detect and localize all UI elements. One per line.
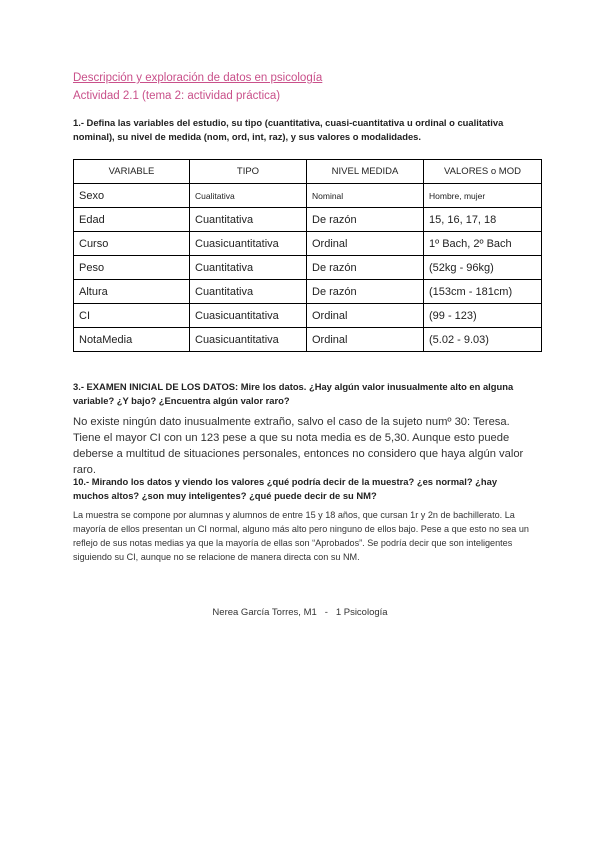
footer-separator: -	[324, 607, 328, 618]
footer-author: Nerea García Torres, M1	[212, 607, 317, 618]
table-row	[74, 232, 542, 256]
table-row	[74, 208, 542, 232]
answer-10: La muestra se compone por alumnas y alumnos de entre 15 y 18 años, que cursan 1r y 2n de bachillerato. La mayoría de ellos presentan un CI normal, alguno más alto pero ninguno de ellos bajo. Pese a que esto no sea un reflejo de sus notas medias ya que la mayoría de ellas son “Aprobados”. Se podría decir que son inteligentes siguiendo su CI, aunque no se relacione de manera directa con su NM.	[73, 510, 529, 562]
table-cell: (153cm - 181cm)	[424, 280, 542, 304]
answer-3: No existe ningún dato inusualmente extraño, salvo el caso de la sujeto numº 30: Teresa. Tiene el mayor CI con un 123 pese a que su nota media es de 5,30. Aunque esto puede deberse a multitud de situaciones personales, entonces no considero que haya algún valor raro.	[73, 416, 524, 476]
question-10: 10.- Mirando los datos y viendo los valores ¿qué podría decir de la muestra? ¿es normal? ¿hay muchos altos? ¿son muy inteligentes? ¿qué puede decir de su NM?	[73, 476, 498, 501]
table-cell: Hombre, mujer	[424, 184, 542, 208]
table-row	[74, 184, 542, 208]
table-cell: Cuasicuantitativa	[190, 232, 307, 256]
table-cell: Ordinal	[307, 232, 424, 256]
table-cell: De razón	[307, 208, 424, 232]
column-header-variable: VARIABLE	[74, 160, 190, 184]
table-cell: Cuantitativa	[190, 280, 307, 304]
table-cell: (99 - 123)	[424, 304, 542, 328]
table-cell: De razón	[307, 256, 424, 280]
table-cell: Curso	[74, 232, 190, 256]
column-header-nivel-medida: NIVEL MEDIDA	[307, 160, 424, 184]
table-cell: Cualitativa	[190, 184, 307, 208]
page-footer	[0, 607, 600, 618]
table-cell: De razón	[307, 280, 424, 304]
column-header-tipo: TIPO	[190, 160, 307, 184]
table-row	[74, 280, 542, 304]
table-cell: (52kg - 96kg)	[424, 256, 542, 280]
table-cell: Cuantitativa	[190, 256, 307, 280]
table-row	[74, 328, 542, 352]
document-title: Descripción y exploración de datos en psicología	[73, 72, 323, 84]
footer-course: 1 Psicología	[335, 607, 388, 618]
table-cell: Altura	[74, 280, 190, 304]
table-cell: Nominal	[307, 184, 424, 208]
table-cell: Peso	[74, 256, 190, 280]
table-cell: (5.02 - 9.03)	[424, 328, 542, 352]
document-subtitle: Actividad 2.1 (tema 2: actividad práctica)	[73, 90, 281, 102]
table-cell: Ordinal	[307, 304, 424, 328]
table-cell: Edad	[74, 208, 190, 232]
variables-table	[73, 159, 542, 352]
table-cell: Cuasicuantitativa	[190, 328, 307, 352]
table-row	[74, 256, 542, 280]
table-cell: NotaMedia	[74, 328, 190, 352]
table-cell: 1º Bach, 2º Bach	[424, 232, 542, 256]
question-1: 1.- Defina las variables del estudio, su tipo (cuantitativa, cuasi-cuantitativa u ordinal o cualitativa nominal), su nivel de medida (nom, ord, int, raz), y sus valores o modalidades.	[73, 117, 504, 142]
table-cell: Cuantitativa	[190, 208, 307, 232]
table-cell: CI	[74, 304, 190, 328]
table-cell: Sexo	[74, 184, 190, 208]
table-row	[74, 304, 542, 328]
table-cell: Cuasicuantitativa	[190, 304, 307, 328]
table-header-row	[74, 160, 542, 184]
question-3: 3.- EXAMEN INICIAL DE LOS DATOS: Mire los datos. ¿Hay algún valor inusualmente alto en alguna variable? ¿Y bajo? ¿Encuentra algún valor raro?	[73, 381, 514, 406]
table-cell: Ordinal	[307, 328, 424, 352]
column-header-valores: VALORES o MOD	[424, 160, 542, 184]
table-cell: 15, 16, 17, 18	[424, 208, 542, 232]
